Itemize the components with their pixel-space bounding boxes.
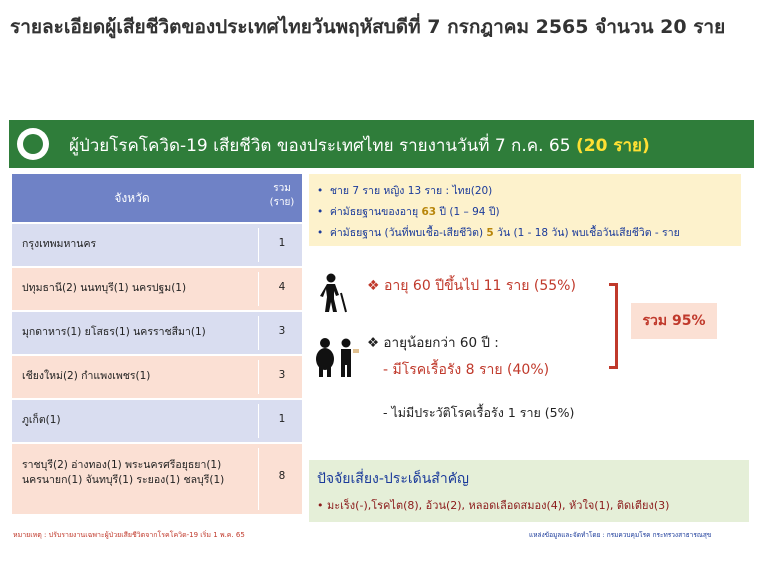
row-province: เชียงใหม่(2) กำแพงเพชร(1) bbox=[22, 370, 151, 382]
row-count: 1 bbox=[278, 413, 286, 425]
table-row bbox=[12, 400, 302, 442]
row-province: ภูเก็ต(1) bbox=[22, 414, 61, 426]
banner bbox=[9, 120, 754, 168]
median-age-value: 63 bbox=[421, 206, 437, 218]
row-province: ปทุมธานี(2) นนทบุรี(1) นครปฐม(1) bbox=[22, 282, 187, 294]
summary-gender: • ชาย 7 ราย หญิง 13 ราย : ไทย(20) bbox=[317, 185, 493, 197]
risk-factors-box bbox=[309, 460, 749, 522]
risk-items: • มะเร็ง(-),โรคไต(8), อ้วน(2), หลอดเลือดสมอง(4), หัวใจ(1), ติดเตียง(3) bbox=[317, 499, 670, 512]
no-chronic-disease-stat: - ไม่มีประวัติโรคเรื้อรัง 1 ราย (5%) bbox=[383, 405, 575, 420]
summary-median-age: • ค่ามัธยฐานของอายุ 63 ปี (1 – 94 ปี) bbox=[317, 206, 500, 218]
headline: รายละเอียดผู้เสียชีวิตของประเทศไทยวันพฤหัสบดีที่ 7 กรกฎาคม 2565 จำนวน 20 ราย bbox=[10, 16, 726, 38]
header-total-unit: (ราย) bbox=[269, 197, 295, 208]
source-credit: แหล่งข้อมูลและจัดทำโดย : กรมควบคุมโรค กระทรวงสาธารณสุข bbox=[529, 531, 712, 539]
elderly-person-icon bbox=[319, 273, 351, 313]
risk-title: ปัจจัยเสี่ยง-ประเด็นสำคัญ bbox=[317, 471, 469, 487]
table-row bbox=[12, 444, 302, 514]
header-total-label: รวม bbox=[273, 183, 291, 194]
row-province bbox=[22, 458, 260, 488]
header-province: จังหวัด bbox=[114, 191, 150, 205]
row-count: 4 bbox=[278, 281, 286, 293]
chronic-disease-stat: - มีโรคเรื้อรัง 8 ราย (40%) bbox=[383, 362, 550, 378]
banner-death-count: (20 ราย) bbox=[575, 136, 650, 156]
row-count: 3 bbox=[278, 325, 286, 337]
summary-median-days: • ค่ามัธยฐาน (วันที่พบเชื้อ-เสียชีวิต) 5 วัน (1 - 18 วัน) พบเชื้อวันเสียชีวิต - ราย bbox=[317, 227, 680, 239]
median-days-prefix: ค่ามัธยฐาน (วันที่พบเชื้อ-เสียชีวิต) bbox=[329, 227, 487, 239]
banner-title bbox=[69, 132, 650, 159]
adults-group-icon bbox=[313, 337, 363, 377]
row-count: 1 bbox=[278, 237, 286, 249]
footnote: หมายเหตุ : ปรับรายงานเฉพาะผู้ป่วยเสียชีวิตจากโรคโควิด-19 เริ่ม 1 พ.ค. 65 bbox=[13, 531, 245, 539]
banner-title-text: ผู้ป่วยโรคโควิด-19 เสียชีวิต ของประเทศไทย รายงานวันที่ 7 ก.ค. 65 bbox=[69, 136, 571, 156]
row-province-line1: ราชบุรี(2) อ่างทอง(1) พระนครศรีอยุธยา(1) bbox=[22, 459, 222, 471]
median-age-prefix: ค่ามัธยฐานของอายุ bbox=[329, 206, 422, 218]
median-days-value: 5 bbox=[486, 227, 494, 239]
header-total bbox=[262, 182, 302, 210]
row-province-line2: นครนายก(1) จันทบุรี(1) ระยอง(1) ชลบุรี(1) bbox=[22, 474, 225, 486]
summary-gender-text: ชาย 7 ราย หญิง 13 ราย : ไทย(20) bbox=[329, 185, 493, 197]
median-age-suffix: ปี (1 – 94 ปี) bbox=[436, 206, 500, 218]
total-bracket bbox=[609, 283, 618, 369]
table-row bbox=[12, 312, 302, 354]
ministry-logo-icon bbox=[17, 128, 49, 160]
median-days-suffix: วัน (1 - 18 วัน) พบเชื้อวันเสียชีวิต - ราย bbox=[493, 227, 680, 239]
table-row bbox=[12, 224, 302, 266]
table-row bbox=[12, 268, 302, 310]
infographic-card bbox=[9, 120, 754, 550]
under-60-label: ❖ อายุน้อยกว่า 60 ปี : bbox=[367, 335, 499, 351]
summary-box bbox=[309, 174, 741, 246]
age-breakdown bbox=[309, 255, 749, 455]
table-row bbox=[12, 356, 302, 398]
row-province: มุกดาหาร(1) ยโสธร(1) นครราชสีมา(1) bbox=[22, 326, 206, 338]
table-header bbox=[12, 174, 302, 222]
row-count: 3 bbox=[278, 369, 286, 381]
row-count: 8 bbox=[278, 470, 286, 482]
total-percent-box: รวม 95% bbox=[631, 303, 717, 339]
row-province: กรุงเทพมหานคร bbox=[22, 238, 97, 250]
over-60-stat: ❖ อายุ 60 ปีขึ้นไป 11 ราย (55%) bbox=[367, 278, 576, 294]
